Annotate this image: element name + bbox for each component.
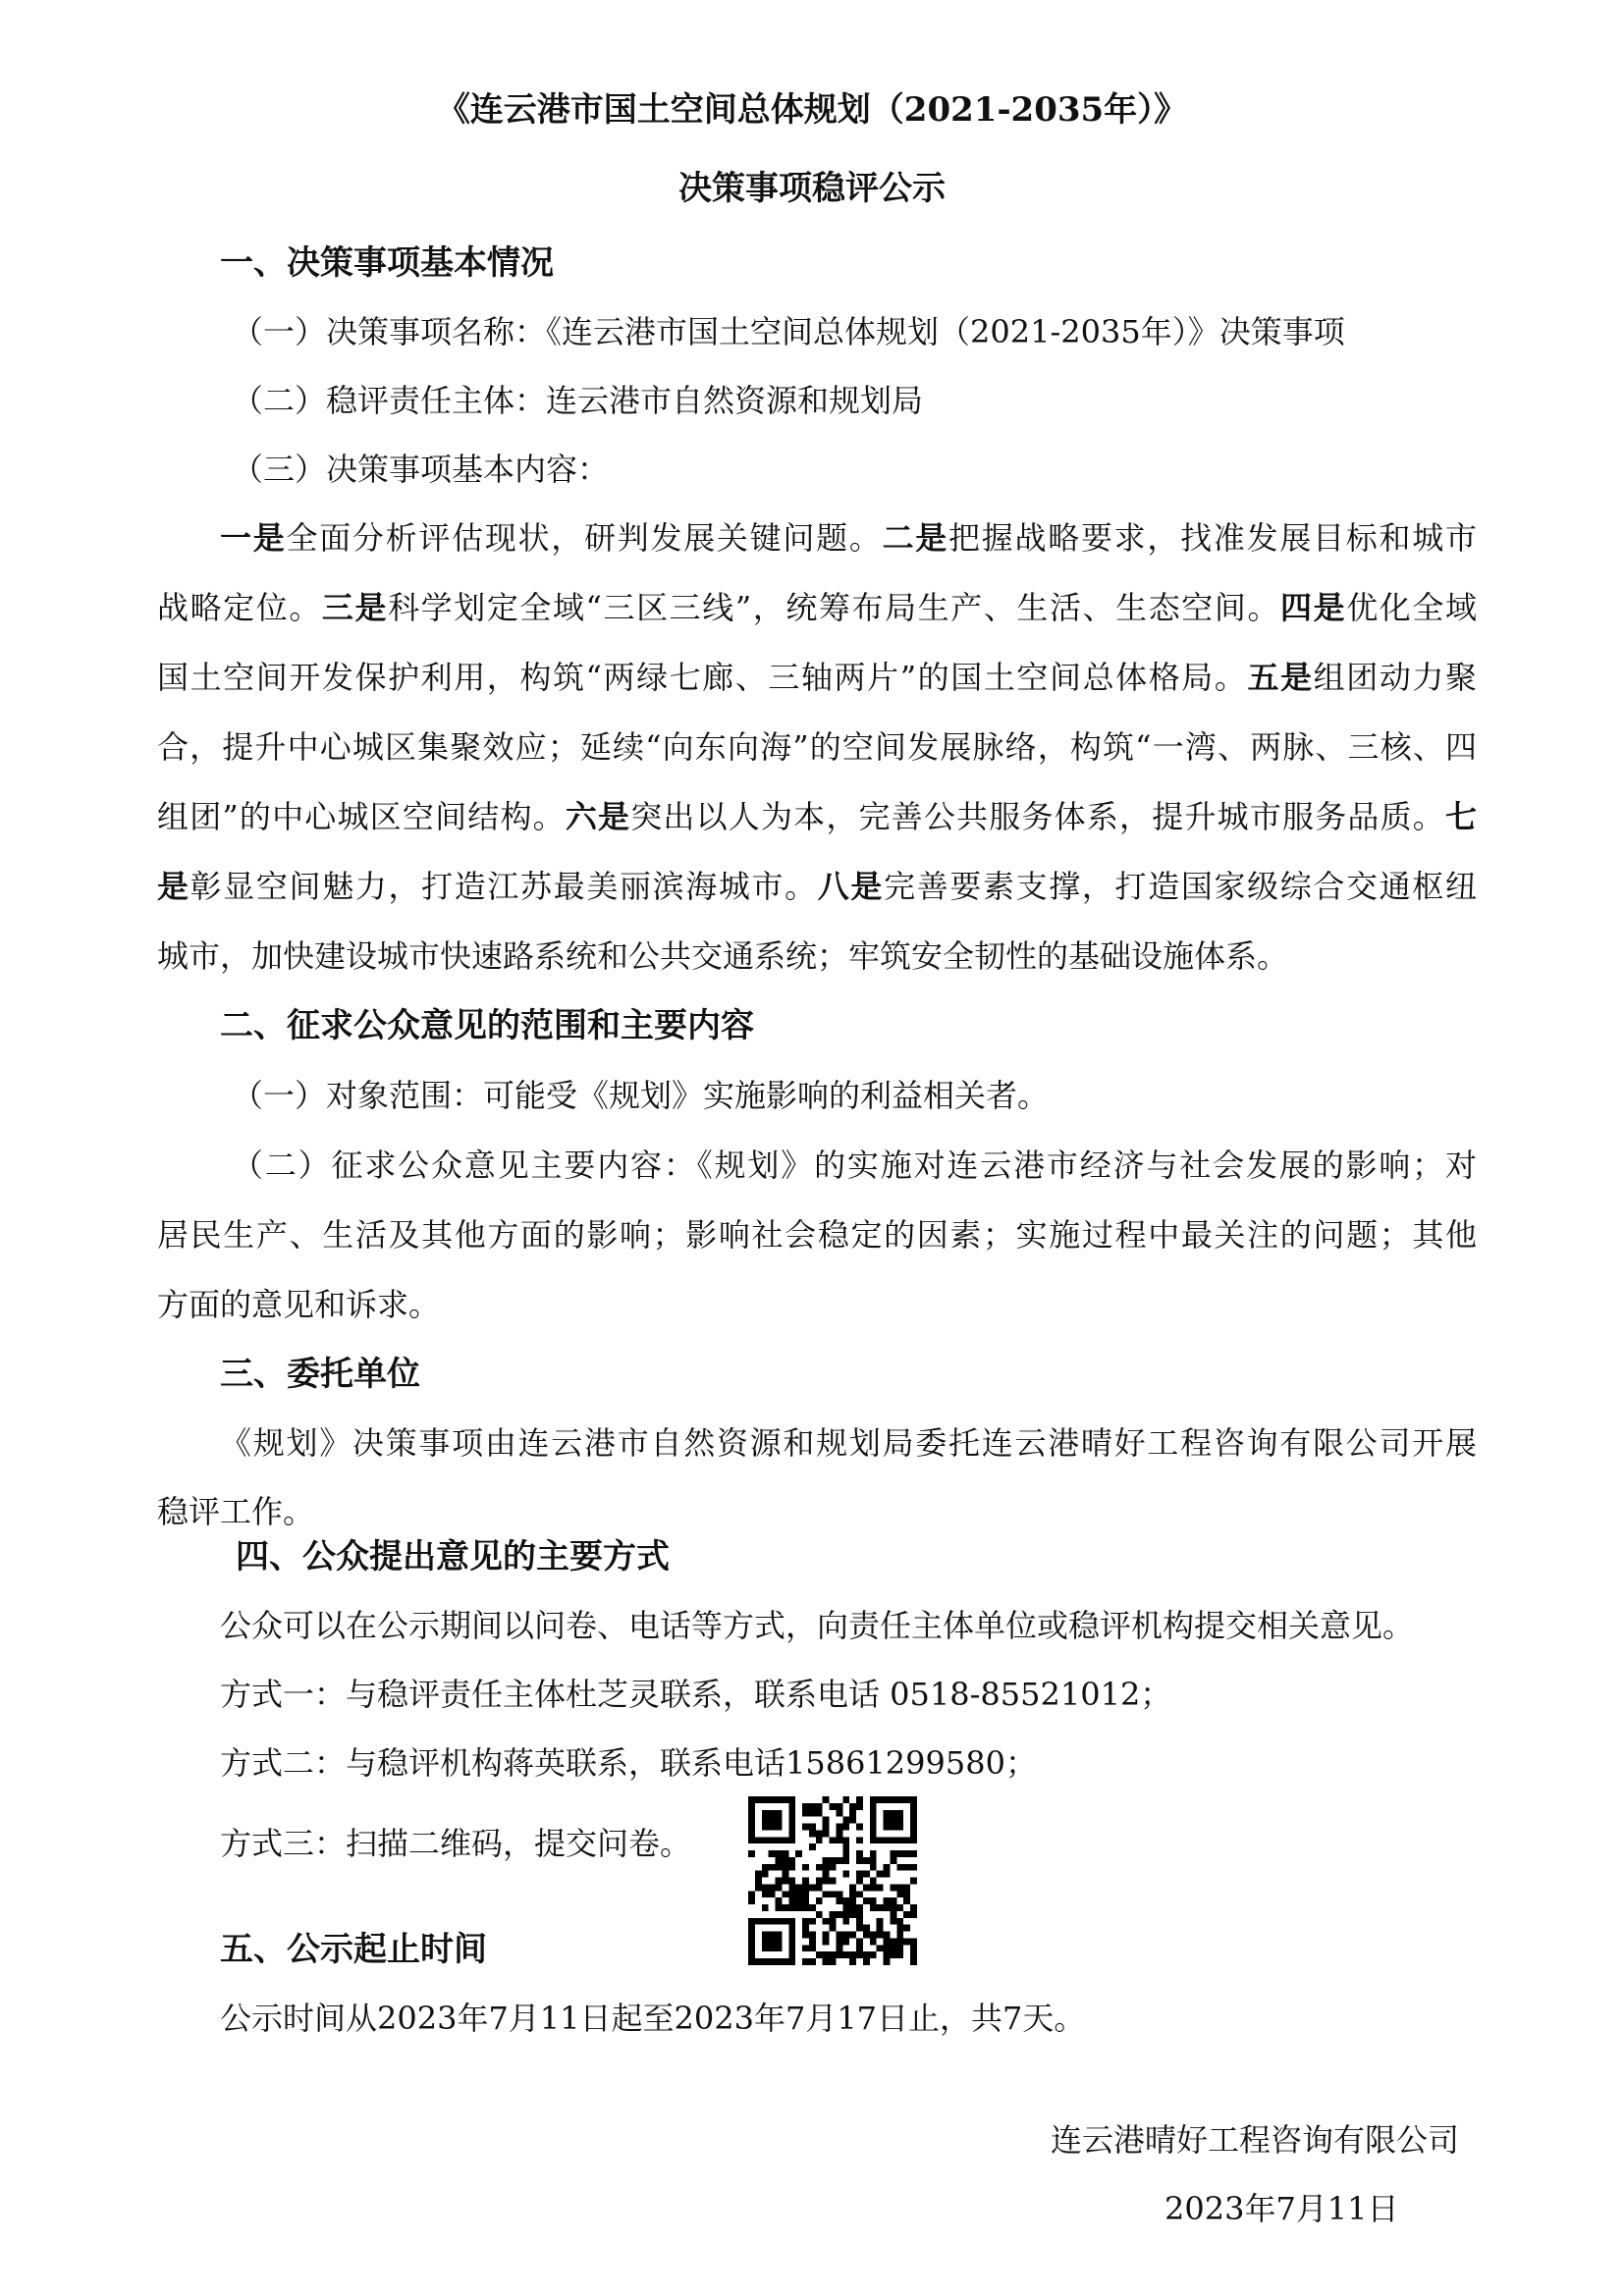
keyword: 二是 [882, 519, 949, 557]
section2-heading: 二、征求公众意见的范围和主要内容 [220, 1006, 754, 1045]
document-subtitle: 决策事项稳评公示 [678, 169, 946, 208]
keyword: 五是 [1247, 659, 1314, 696]
section4-heading: 四、公众提出意见的主要方式 [236, 1537, 670, 1576]
para-text: 战略定位。 [157, 589, 322, 626]
qr-code-icon[interactable] [748, 1796, 917, 1965]
section1-para-line5 [157, 797, 1477, 836]
section1-item3: （三）决策事项基本内容： [232, 451, 610, 488]
section4-intro: 公众可以在公示期间以问卷、电话等方式，向责任主体单位或稳评机构提交相关意见。 [220, 1607, 1415, 1644]
para-text: 全面分析评估现状，研判发展关键问题。 [286, 519, 883, 557]
para-text: 国土空间开发保护利用，构筑“两绿七廊、三轴两片”的国土空间总体格局。 [157, 659, 1248, 696]
para-text: 组团”的中心城区空间结构。 [157, 798, 566, 835]
section2-item2-line3: 方面的意见和诉求。 [157, 1286, 441, 1323]
section1-para-line4 [157, 727, 1477, 767]
section2-item2-line1: （二）征求公众意见主要内容：《规划》的实施对连云港市经济与社会发展的影响；对 [232, 1147, 1477, 1184]
keyword: 四是 [1280, 589, 1347, 626]
para-text: 组团动力聚 [1313, 659, 1477, 696]
section3-line1: 《规划》决策事项由连云港市自然资源和规划局委托连云港晴好工程咨询有限公司开展 [220, 1424, 1477, 1462]
section1-para-line3 [157, 658, 1477, 697]
keyword: 一是 [220, 519, 287, 557]
section3-heading: 三、委托单位 [220, 1355, 420, 1394]
keyword: 三是 [321, 589, 389, 626]
para-text: 把握战略要求，找准发展目标和城市 [948, 519, 1477, 557]
section2-item1: （一）对象范围：可能受《规划》实施影响的利益相关者。 [232, 1077, 1050, 1114]
para-text: 合，提升中心城区集聚效应；延续“向东向海”的空间发展脉络，构筑“一湾、两脉、三核、四 [157, 728, 1477, 766]
keyword: 六是 [565, 798, 631, 835]
section4-way1: 方式一：与稳评责任主体杜芝灵联系，联系电话 0518-85521012； [220, 1676, 1172, 1713]
keyword: 是 [157, 868, 190, 905]
para-text: 优化全域 [1346, 589, 1477, 626]
para-text: 城市，加快建设城市快速路系统和公共交通系统；牢筑安全韧性的基础设施体系。 [157, 937, 1289, 975]
section1-para-line6 [157, 867, 1477, 906]
section4-way2: 方式二：与稳评机构蒋英联系，联系电话15861299580； [220, 1744, 1037, 1782]
para-text: 完善要素支撑，打造国家级综合交通枢纽 [884, 868, 1477, 905]
section1-para-line2 [157, 588, 1477, 627]
section3-line2: 稳评工作。 [157, 1493, 315, 1530]
section1-item1: （一）决策事项名称：《连云港市国土空间总体规划（2021-2035年）》决策事项 [232, 313, 1345, 350]
document-title: 《连云港市国土空间总体规划（2021-2035年）》 [436, 90, 1188, 130]
keyword: 八是 [817, 868, 885, 905]
keyword: 七 [1444, 798, 1477, 835]
para-text: 突出以人为本，完善公共服务体系，提升城市服务品质。 [630, 798, 1445, 835]
section1-heading: 一、决策事项基本情况 [220, 243, 554, 283]
section1-para-line7 [157, 936, 1288, 976]
section5-heading: 五、公示起止时间 [220, 1930, 487, 1969]
para-text: 彰显空间魅力，打造江苏最美丽滨海城市。 [189, 868, 818, 905]
section1-para-line1 [220, 518, 1477, 558]
section1-item2: （二）稳评责任主体：连云港市自然资源和规划局 [232, 382, 924, 419]
para-text: 科学划定全域“三区三线”，统筹布局生产、生活、生态空间。 [388, 589, 1281, 626]
section2-item2-line2: 居民生产、生活及其他方面的影响；影响社会稳定的因素；实施过程中最关注的问题；其他 [157, 1216, 1477, 1254]
section5-text: 公示时间从2023年7月11日起至2023年7月17日止，共7天。 [220, 2000, 1086, 2037]
footer-org: 连云港晴好工程咨询有限公司 [1051, 2121, 1460, 2159]
section4-way3: 方式三：扫描二维码，提交问卷。 [220, 1825, 692, 1862]
footer-date: 2023年7月11日 [1164, 2190, 1399, 2227]
